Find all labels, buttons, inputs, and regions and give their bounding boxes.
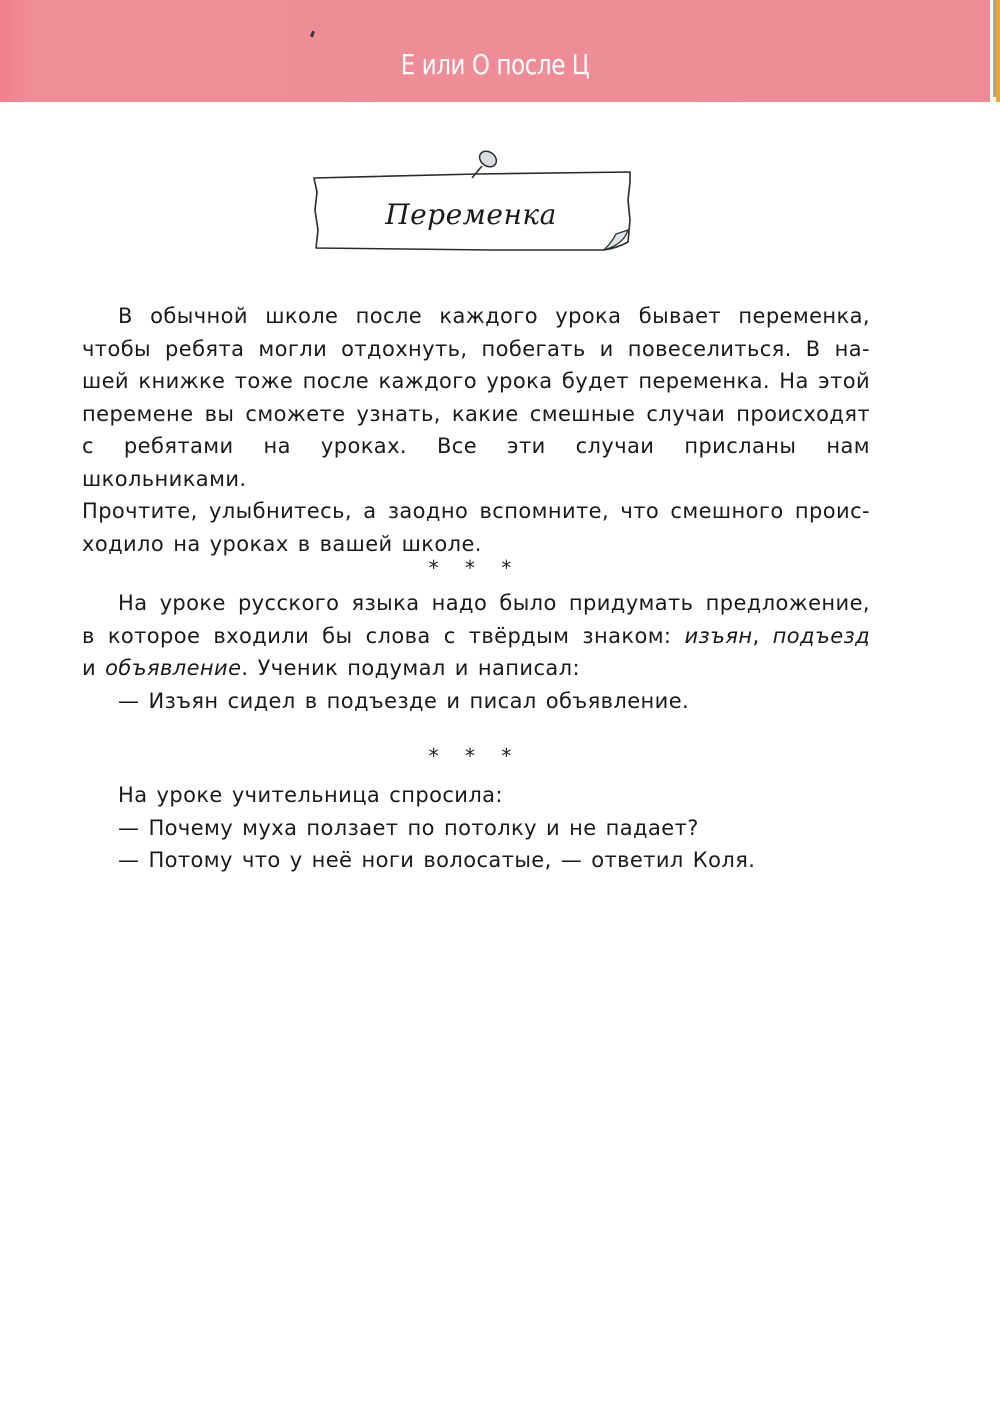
text-line: На уроке русского языка надо было придумать предложение, — [118, 591, 870, 615]
dialogue-line: — Почему муха ползает по потолку и не падает? — [118, 815, 699, 840]
chapter-header-band — [0, 0, 990, 102]
emphasized-word: изъян — [684, 623, 753, 648]
section-title: Переменка — [385, 198, 557, 231]
page-edge-strip-orange — [996, 0, 1000, 102]
emphasized-word: подъезд — [772, 623, 870, 648]
section-title-note — [312, 168, 630, 260]
emphasized-word: объявление — [105, 656, 242, 680]
text-segment: и — [82, 656, 106, 680]
text-line: перемене вы сможете узнать, какие смешные случаи происходят — [82, 401, 870, 426]
text-segment: . Ученик подумал и написал: — [241, 656, 580, 680]
text-line: с ребятами на уроках. Все эти случаи присланы нам школьниками. — [82, 434, 870, 491]
story-2 — [82, 779, 870, 877]
dialogue-line: — Потому что у неё ноги волосатые, — ответил Коля. — [118, 848, 756, 872]
text-segment: в которое входили бы слова с твёрдым знаком: — [82, 623, 685, 648]
story-1 — [82, 587, 870, 717]
text-line: На уроке учительница спросила: — [118, 783, 503, 807]
text-line — [82, 652, 870, 685]
text-line: В обычной школе после каждого урока бывает переменка, — [118, 304, 870, 328]
text-line: Прочтите, улыбнитесь, а заодно вспомните, что смешного проис- — [82, 499, 870, 523]
print-speck — [310, 31, 315, 38]
intro-paragraph — [82, 300, 870, 560]
section-separator: * * * — [428, 556, 522, 580]
section-separator: * * * — [428, 744, 522, 768]
text-line — [82, 620, 870, 653]
chapter-title: Е или О после Ц — [400, 48, 590, 81]
text-line: шей книжке тоже после каждого урока будет переменка. На этой — [82, 369, 870, 393]
text-line: чтобы ребята могли отдохнуть, побегать и повеселиться. В на- — [82, 336, 870, 361]
dialogue-line: — Изъян сидел в подъезде и писал объявление. — [118, 688, 690, 713]
text-segment: , — [752, 623, 773, 648]
text-line: ходило на уроках в вашей школе. — [82, 531, 482, 556]
